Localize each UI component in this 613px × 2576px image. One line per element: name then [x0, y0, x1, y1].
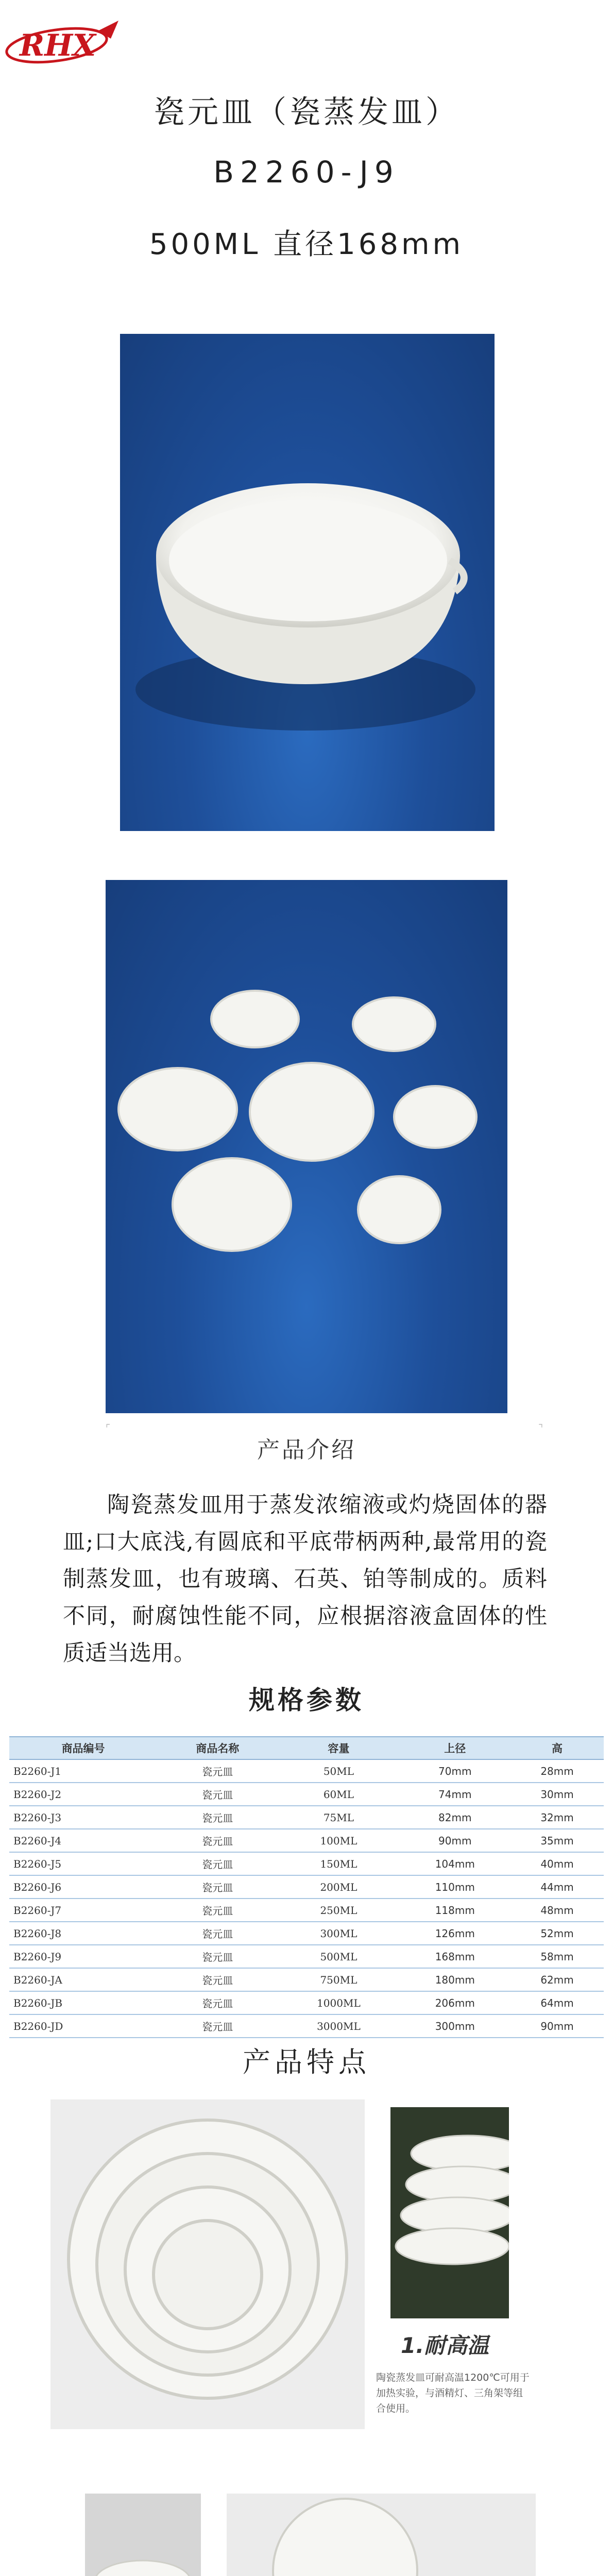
intro-paragraph: 陶瓷蒸发皿用于蒸发浓缩液或灼烧固体的器皿;口大底浅,有圆底和平底带柄两种,最常用的瓷制蒸发皿，也有玻璃、石英、铂等制成的。质料不同，耐腐蚀性能不同，应根据溶液盒固体的性质适当选用。: [63, 1492, 547, 1666]
cell-name: 瓷元皿: [157, 1968, 278, 1991]
spec-table-header-row: [9, 1737, 604, 1759]
cell-capacity: 60ML: [278, 1783, 399, 1806]
cell-height: 44mm: [510, 1875, 604, 1899]
cell-code: B2260-J6: [9, 1875, 157, 1899]
cell-height: 52mm: [510, 1922, 604, 1945]
corner-mark-right: ⌝: [538, 1422, 543, 1434]
spec-table-row: [9, 1922, 604, 1945]
cell-code: B2260-J8: [9, 1922, 157, 1945]
cell-diameter: 74mm: [399, 1783, 510, 1806]
cell-name: 瓷元皿: [157, 1922, 278, 1945]
brand-logo: [0, 15, 124, 72]
cell-capacity: 50ML: [278, 1759, 399, 1783]
header-capacity: 容量: [278, 1737, 399, 1759]
feature-photo-stacked-dishes: [390, 2107, 509, 2318]
cell-capacity: 150ML: [278, 1852, 399, 1875]
cell-name: 瓷元皿: [157, 1852, 278, 1875]
cell-diameter: 90mm: [399, 1829, 510, 1852]
product-spec: 500ML 直径168mm: [149, 228, 464, 261]
cell-capacity: 75ML: [278, 1806, 399, 1829]
cell-name: 瓷元皿: [157, 1783, 278, 1806]
product-model: B2260-J9: [213, 155, 400, 190]
product-photo-group: [106, 880, 507, 1413]
cell-code: B2260-J5: [9, 1852, 157, 1875]
spec-table-row: [9, 1991, 604, 2014]
spec-heading: 规格参数: [249, 1685, 364, 1715]
header-height: 高: [510, 1737, 604, 1759]
cell-height: 48mm: [510, 1899, 604, 1922]
cell-code: B2260-J3: [9, 1806, 157, 1829]
spec-table-row: [9, 1968, 604, 1991]
cell-capacity: 250ML: [278, 1899, 399, 1922]
product-photo-single: [120, 334, 495, 831]
cell-name: 瓷元皿: [157, 1945, 278, 1968]
cell-height: 64mm: [510, 1991, 604, 2014]
cell-diameter: 118mm: [399, 1899, 510, 1922]
feature-1-title: 1.耐高温: [401, 2333, 489, 2358]
cell-name: 瓷元皿: [157, 1899, 278, 1922]
cell-height: 40mm: [510, 1852, 604, 1875]
cell-diameter: 70mm: [399, 1759, 510, 1783]
header-name: 商品名称: [157, 1737, 278, 1759]
cell-height: 90mm: [510, 2014, 604, 2038]
spec-table-row: [9, 1875, 604, 1899]
cell-code: B2260-J2: [9, 1783, 157, 1806]
cell-name: 瓷元皿: [157, 1875, 278, 1899]
spec-table: [9, 1736, 604, 2038]
header-diameter: 上径: [399, 1737, 510, 1759]
spec-table-row: [9, 1806, 604, 1829]
cell-capacity: 300ML: [278, 1922, 399, 1945]
cell-height: 32mm: [510, 1806, 604, 1829]
cell-capacity: 100ML: [278, 1829, 399, 1852]
spec-table-row: [9, 2014, 604, 2038]
cell-name: 瓷元皿: [157, 1759, 278, 1783]
spec-table-row: [9, 1899, 604, 1922]
spec-table-row: [9, 1829, 604, 1852]
cell-height: 28mm: [510, 1759, 604, 1783]
cell-name: 瓷元皿: [157, 1991, 278, 2014]
cell-height: 62mm: [510, 1968, 604, 1991]
spec-table-row: [9, 1783, 604, 1806]
cell-name: 瓷元皿: [157, 1829, 278, 1852]
cell-capacity: 200ML: [278, 1875, 399, 1899]
cell-diameter: 300mm: [399, 2014, 510, 2038]
cell-height: 35mm: [510, 1829, 604, 1852]
features-heading: 产品特点: [243, 2046, 370, 2078]
cell-capacity: 1000ML: [278, 1991, 399, 2014]
cell-diameter: 126mm: [399, 1922, 510, 1945]
cell-diameter: 180mm: [399, 1968, 510, 1991]
feature-1-desc: 陶瓷蒸发皿可耐高温1200℃可用于加热实验，与酒精灯、三角架等组合使用。: [376, 2372, 530, 2414]
cell-code: B2260-J1: [9, 1759, 157, 1783]
cell-code: B2260-J7: [9, 1899, 157, 1922]
cell-diameter: 104mm: [399, 1852, 510, 1875]
logo-text: RHX: [20, 28, 96, 63]
cell-code: B2260-JB: [9, 1991, 157, 2014]
cell-code: B2260-J4: [9, 1829, 157, 1852]
feature-photo-nested-dishes: [50, 2099, 365, 2429]
feature-photo-dish-side: [85, 2494, 201, 2576]
cell-name: 瓷元皿: [157, 2014, 278, 2038]
cell-capacity: 3000ML: [278, 2014, 399, 2038]
cell-diameter: 82mm: [399, 1806, 510, 1829]
cell-code: B2260-JD: [9, 2014, 157, 2038]
cell-code: B2260-JA: [9, 1968, 157, 1991]
cell-diameter: 206mm: [399, 1991, 510, 2014]
cell-code: B2260-J9: [9, 1945, 157, 1968]
cell-height: 58mm: [510, 1945, 604, 1968]
product-title: 瓷元皿（瓷蒸发皿）: [154, 94, 459, 130]
intro-heading: 产品介绍: [257, 1437, 356, 1463]
cell-capacity: 750ML: [278, 1968, 399, 1991]
header-code: 商品编号: [9, 1737, 157, 1759]
spec-table-row: [9, 1945, 604, 1968]
cell-height: 30mm: [510, 1783, 604, 1806]
cell-diameter: 110mm: [399, 1875, 510, 1899]
cell-capacity: 500ML: [278, 1945, 399, 1968]
cell-diameter: 168mm: [399, 1945, 510, 1968]
corner-mark-left: ⌜: [106, 1422, 111, 1434]
spec-table-row: [9, 1759, 604, 1783]
feature-photo-three-dishes: [227, 2494, 536, 2576]
cell-name: 瓷元皿: [157, 1806, 278, 1829]
spec-table-row: [9, 1852, 604, 1875]
